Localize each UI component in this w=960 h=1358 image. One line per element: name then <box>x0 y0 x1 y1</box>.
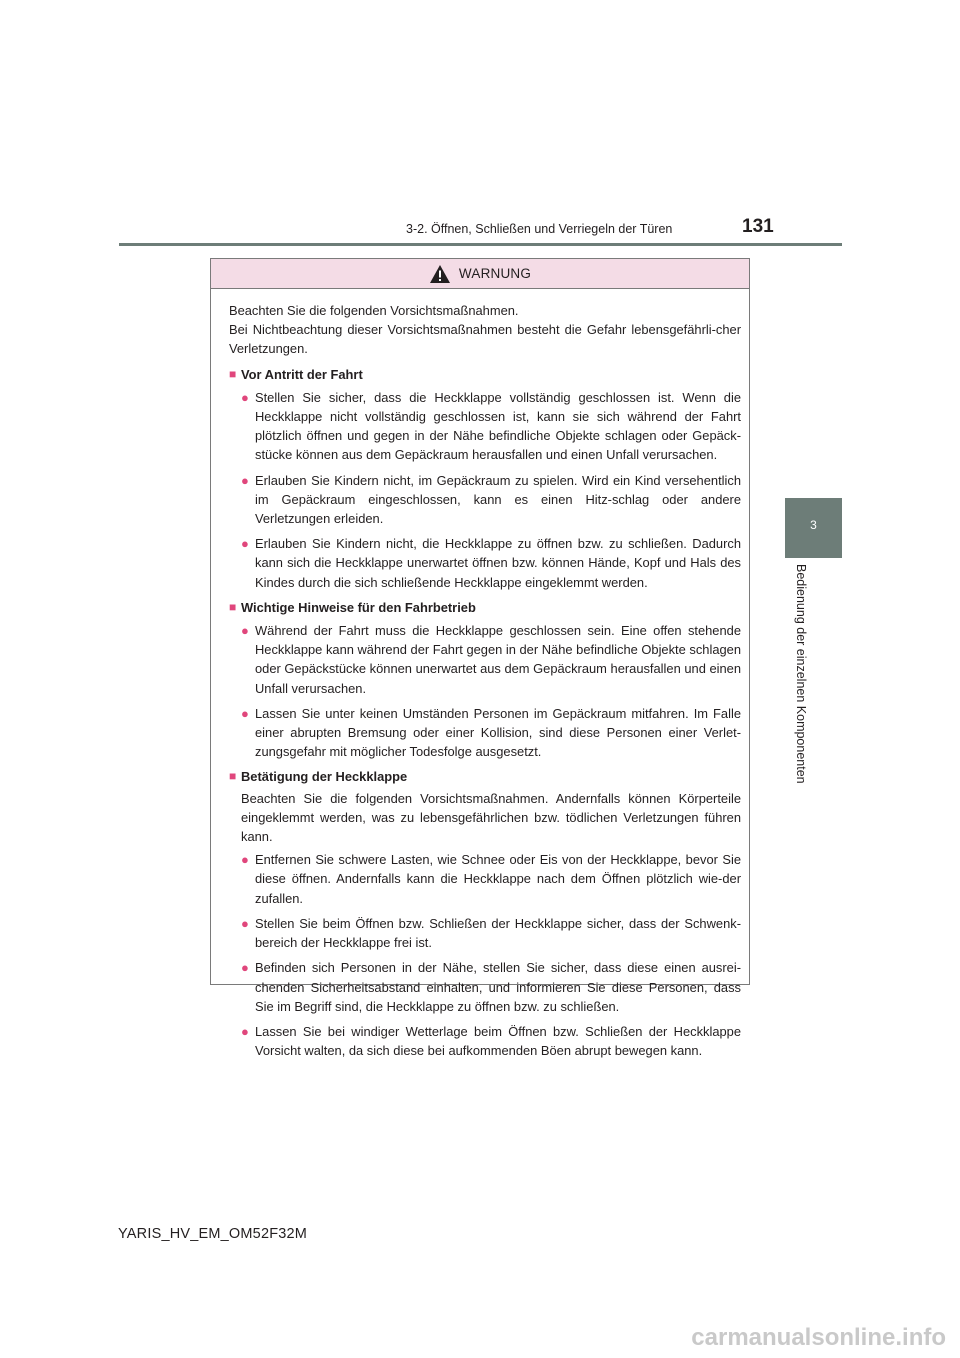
list-item <box>241 621 741 698</box>
square-bullet-icon: ■ <box>229 599 237 614</box>
list-item-text: Entfernen Sie schwere Lasten, wie Schnee oder Eis von der Heckklappe, bevor Sie diese öffnen. Andernfalls kann die Heckklappe nach dem Öffnen plötzlich wie-der zufallen. <box>255 852 741 906</box>
section-text: Beachten Sie die folgenden Vorsichtsmaßnahmen. Andernfalls können Körperteile eingeklemmt werden, was zu lebensgefährlichen bzw. tödlichen Verletzungen führen kann. <box>241 790 741 845</box>
list-item <box>241 914 741 952</box>
round-bullet-icon: ● <box>241 852 249 868</box>
list-item <box>241 1022 741 1060</box>
section-title: Betätigung der Heckklappe <box>241 769 408 785</box>
section-title: Vor Antritt der Fahrt <box>241 366 363 382</box>
round-bullet-icon: ● <box>241 472 249 488</box>
list-item <box>241 471 741 529</box>
list-item-text: Lassen Sie bei windiger Wetterlage beim Öffnen bzw. Schließen der Heckklappe Vorsicht walten, da sich diese bei aufkommenden Böen abrupt bewegen kann. <box>255 1023 741 1059</box>
section-title: Wichtige Hinweise für den Fahrbetrieb <box>241 599 476 615</box>
warning-body <box>211 289 749 1060</box>
square-bullet-icon: ■ <box>229 366 237 381</box>
round-bullet-icon: ● <box>241 915 249 931</box>
warning-header <box>211 259 749 289</box>
header-rule <box>119 243 842 246</box>
list-item <box>241 850 741 908</box>
warning-triangle-icon <box>429 264 451 284</box>
round-bullet-icon: ● <box>241 623 249 639</box>
warning-title: WARNUNG <box>458 266 532 281</box>
list-item-text: Befinden sich Personen in der Nähe, stellen Sie sicher, dass diese einen ausrei-chenden Sicherheitsabstand einhalten, und informieren Sie diese Personen, dass Sie im Begriff sind, die Heckklappe zu öffnen bzw. zu schließen. <box>255 960 741 1014</box>
round-bullet-icon: ● <box>241 389 249 405</box>
round-bullet-icon: ● <box>241 536 249 552</box>
list-item-text: Erlauben Sie Kindern nicht, im Gepäckraum zu spielen. Wird ein Kind versehentlich im Gepäckraum eingeschlossen, kann es einen Hitz-schlag oder andere Verletzungen erleiden. <box>255 472 741 527</box>
chapter-number: 3 <box>810 518 817 532</box>
round-bullet-icon: ● <box>241 705 249 721</box>
list-item <box>241 704 741 762</box>
section-heading <box>229 767 741 786</box>
page-number: 131 <box>742 216 774 237</box>
warning-intro-1: Beachten Sie die folgenden Vorsichtsmaßnahmen. <box>229 303 519 318</box>
warning-box <box>210 258 750 1059</box>
round-bullet-icon: ● <box>241 1023 249 1039</box>
chapter-tab <box>785 498 842 558</box>
warning-intro-2: Bei Nichtbeachtung dieser Vorsichtsmaßnahmen besteht die Gefahr lebensgefährli-cher Verletzungen. <box>229 322 741 357</box>
list-item-text: Während der Fahrt muss die Heckklappe geschlossen sein. Eine offen stehende Heckklappe kann während der Fahrt gegen in der Nähe befindliche Objekte schlagen oder Gepäckstücke können unerwartet aus dem Gepäckraum herausfallen und einen Unfall verursachen. <box>255 623 741 696</box>
list-item-text: Lassen Sie unter keinen Umständen Personen im Gepäckraum mitfahren. Im Falle einer abrupten Bremsung oder einer Kollision, sind diese Personen einer Verlet-zungsgefahr mit möglicher Todesfolge ausgesetzt. <box>255 705 741 760</box>
list-item-text: Stellen Sie sicher, dass die Heckklappe vollständig geschlossen ist. Wenn die Heckklappe nicht vollständig geschlossen ist, kann sie sich während der Fahrt plötzlich öffnen und gegen in der Nähe befindliche Objekte schlagen oder Gepäck-stücke können aus dem Gepäckraum herausfallen und einen Unfall verursachen. <box>255 389 741 463</box>
round-bullet-icon: ● <box>241 960 249 976</box>
section-title: 3-2. Öffnen, Schließen und Verriegeln der Türen <box>406 222 673 236</box>
list-item <box>241 958 741 1016</box>
document-code: YARIS_HV_EM_OM52F32M <box>118 1226 308 1242</box>
chapter-label: Bedienung der einzelnen Komponenten <box>794 564 808 784</box>
list-item <box>241 388 741 465</box>
list-item <box>241 534 741 592</box>
section-heading <box>229 365 741 384</box>
list-item-text: Erlauben Sie Kindern nicht, die Heckklappe zu öffnen bzw. zu schließen. Dadurch kann sich die Heckklappe unerwartet öffnen bzw. können Hände, Kopf und Hals des Kindes durch die sich schließende Heckklappe eingeklemmt werden. <box>255 536 741 590</box>
square-bullet-icon: ■ <box>229 769 237 784</box>
watermark: carmanualsonline.info <box>691 1324 946 1351</box>
list-item-text: Stellen Sie beim Öffnen bzw. Schließen der Heckklappe sicher, dass der Schwenk-bereich der Heckklappe frei ist. <box>255 915 741 951</box>
section-heading <box>229 598 741 617</box>
